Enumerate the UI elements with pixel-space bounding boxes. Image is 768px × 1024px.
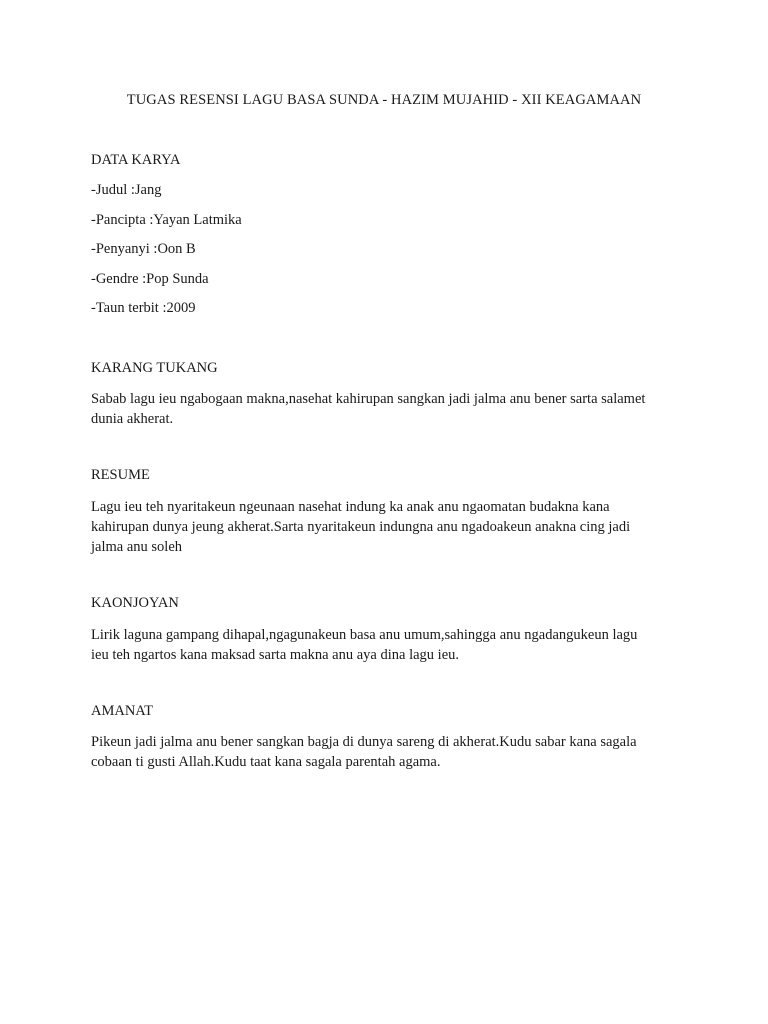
kaonjoyan-heading: KAONJOYAN (91, 595, 179, 611)
judul-line: -Judul :Jang (91, 182, 162, 198)
taun-terbit-line: -Taun terbit :2009 (91, 300, 196, 316)
amanat-paragraph (91, 732, 691, 772)
paragraph-line: cobaan ti gusti Allah.Kudu taat kana sagala parentah agama. (91, 754, 441, 770)
paragraph-line: Pikeun jadi jalma anu bener sangkan bagja di dunya sareng di akherat.Kudu sabar kana sagala (91, 734, 637, 750)
paragraph-line: jalma anu soleh (91, 539, 183, 555)
paragraph-line: Lagu ieu teh nyaritakeun ngeunaan nasehat indung ka anak anu ngaomatan budakna kana (91, 499, 610, 515)
kaonjoyan-paragraph (91, 625, 691, 665)
document-title: TUGAS RESENSI LAGU BASA SUNDA - HAZIM MUJAHID - XII KEAGAMAAN (126, 92, 642, 108)
paragraph-line: Sabab lagu ieu ngabogaan makna,nasehat kahirupan sangkan jadi jalma anu bener sarta salamet (91, 391, 646, 407)
resume-heading: RESUME (91, 467, 150, 483)
paragraph-line: Lirik laguna gampang dihapal,ngagunakeun basa anu umum,sahingga anu ngadangukeun lagu (91, 627, 638, 643)
penyanyi-line: -Penyanyi :Oon B (91, 241, 196, 257)
data-karya-heading: DATA KARYA (91, 152, 181, 168)
paragraph-line: dunia akherat. (91, 411, 174, 427)
resume-paragraph (91, 497, 691, 557)
paragraph-line: kahirupan dunya jeung akherat.Sarta nyaritakeun indungna anu ngadoakeun anakna cing jadi (91, 519, 631, 535)
pencipta-line: -Pancipta :Yayan Latmika (91, 212, 242, 228)
amanat-heading: AMANAT (91, 703, 154, 719)
paragraph-line: ieu teh ngartos kana maksad sarta makna anu aya dina lagu ieu. (91, 647, 460, 663)
karang-tukang-heading: KARANG TUKANG (91, 360, 218, 376)
genre-line: -Gendre :Pop Sunda (91, 271, 209, 287)
karang-tukang-paragraph (91, 389, 691, 429)
